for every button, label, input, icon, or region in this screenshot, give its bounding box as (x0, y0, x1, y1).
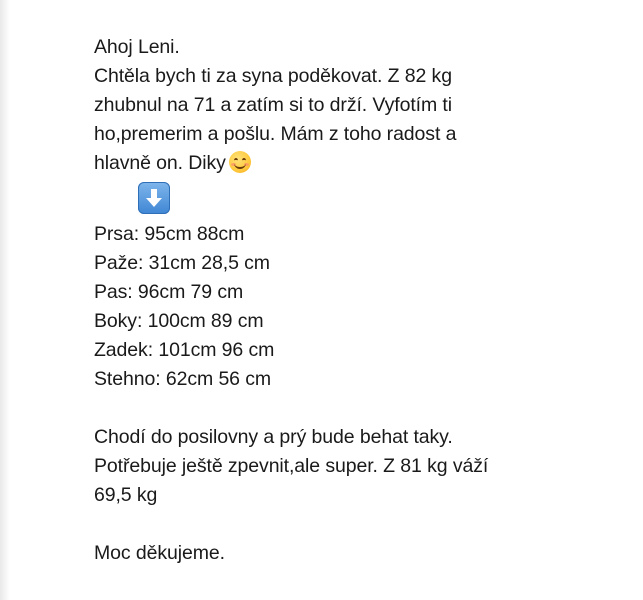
intro-line-1: Chtěla bych ti za syna poděkovat. Z 82 kg (94, 65, 452, 87)
intro-line-4 (94, 149, 574, 178)
measurement-buttocks: Zadek: 101cm 96 cm (94, 339, 275, 361)
measurement-waist: Pas: 96cm 79 cm (94, 281, 244, 303)
measurement-arms: Paže: 31cm 28,5 cm (94, 252, 270, 274)
intro-line-3: ho,premerim a pošlu. Mám z toho radost a (94, 123, 457, 145)
measurement-hips: Boky: 100cm 89 cm (94, 310, 264, 332)
closing-line: Moc děkujeme. (94, 542, 225, 564)
page-edge-shadow (0, 0, 10, 600)
followup-line-3: 69,5 kg (94, 484, 158, 506)
smiling-face-icon (229, 151, 251, 173)
paragraph-gap (94, 394, 574, 423)
measurement-chest: Prsa: 95cm 88cm (94, 223, 245, 245)
paragraph-gap (94, 510, 574, 539)
down-arrow-icon (138, 182, 170, 214)
greeting-line: Ahoj Leni. (94, 36, 180, 58)
followup-line-1: Chodí do posilovny a prý bude behat taky. (94, 426, 453, 448)
measurement-thigh: Stehno: 62cm 56 cm (94, 368, 272, 390)
followup-line-2: Potřebuje ještě zpevnit,ale super. Z 81 kg váží (94, 455, 489, 477)
arrow-row (94, 178, 574, 220)
message-body (94, 33, 574, 568)
intro-line-2: zhubnul na 71 a zatím si to drží. Vyfotím ti (94, 94, 452, 116)
intro-line-4-text: hlavně on. Diky (94, 152, 226, 174)
